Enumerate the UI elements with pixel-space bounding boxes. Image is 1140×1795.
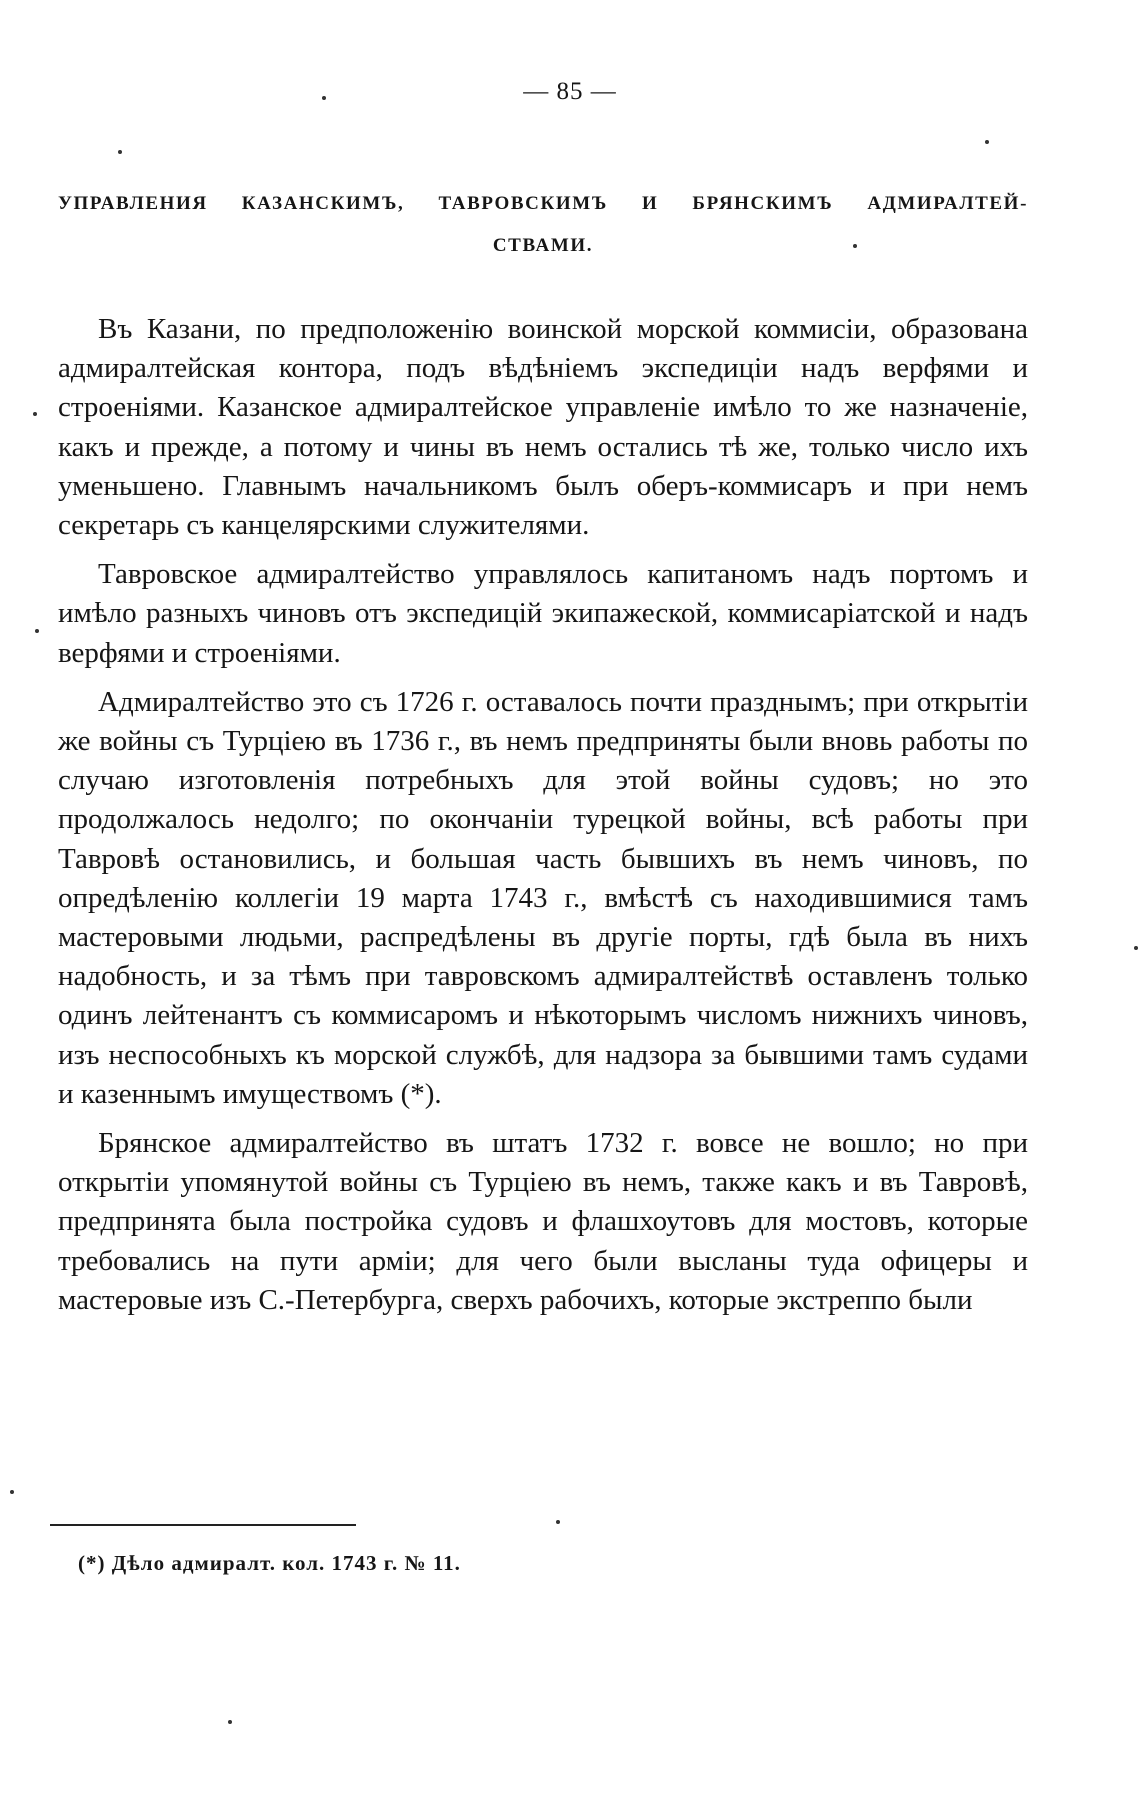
paragraph-tavrov-admiralty: Тавровское адмиралтейство управлялось капитаномъ надъ портомъ и имѣло разныхъ чиновъ отъ экспедицій экипажеской, коммисаріатской и надъ верфями и строеніями. [58,558,1028,669]
section-heading [58,183,1028,267]
paragraph-tavrov-history: Адмиралтейство это съ 1726 г. оставалось почти празднымъ; при открытіи же войны съ Турціею въ 1736 г., въ немъ предприняты были вновь работы по случаю изготовленія потребныхъ для этой войны судовъ; но это продолжалось недолго; по окончаніи турецкой войны, всѣ работы при Тавровѣ остановились, и большая часть бывшихъ въ немъ чиновъ, по опредѣленію коллегіи 19 марта 1743 г., вмѣстѣ съ находившимися тамъ мастеровыми людьми, распредѣлены въ другіе порты, гдѣ была въ нихъ надобность, и за тѣмъ при тавровскомъ адмиралтействѣ оставленъ только одинъ лейтенантъ съ коммисаромъ и нѣкоторымъ числомъ нижнихъ чиновъ, изъ неспособныхъ къ морской службѣ, для надзора за бывшими тамъ судами и казеннымъ имуществомъ (*). [58,685,1028,1110]
body-text [58,310,1028,1330]
scan-speck [556,1520,560,1524]
scan-speck [322,96,326,100]
paragraph-bryansk: Брянское адмиралтейство въ штатъ 1732 г. вовсе не вошло; но при открытіи упомянутой войны съ Турціею въ немъ, также какъ и въ Тавровѣ, предпринята была постройка судовъ и флашхоутовъ для мостовъ, которые требовались на пути арміи; для чего были высланы туда офицеры и мастеровые изъ С.-Петербурга, сверхъ рабочихъ, которые экстреппо были [58,1127,1028,1316]
heading-line-2: СТВАМИ. [492,235,594,256]
scan-speck [33,412,37,416]
scan-speck [853,244,857,248]
footnote: (*) Дѣло адмиралт. кол. 1743 г. № 11. [78,1551,461,1575]
paragraph-kazan: Въ Казани, по предположенію воинской морской коммисіи, образована адмиралтейская контора, подъ вѣдѣніемъ экспедиціи надъ верфями и строеніями. Казанское адмиралтейское управленіе имѣло то же назначеніе, какъ и прежде, а потому и чины въ немъ остались тѣ же, только число ихъ уменьшено. Главнымъ начальникомъ былъ оберъ-коммисаръ и при немъ секретарь съ канцелярскими служителями. [58,313,1028,542]
scan-speck [10,1490,14,1494]
scan-speck [1134,946,1138,950]
scan-speck [118,150,122,154]
heading-line-1: УПРАВЛЕНИЯ КАЗАНСКИМЪ, ТАВРОВСКИМЪ И БРЯНСКИМЪ АДМИРАЛТЕЙ- [58,193,1028,214]
page-number: — 85 — [523,78,617,105]
scan-speck [985,140,989,144]
scan-speck [35,629,39,633]
footnote-rule [50,1524,356,1526]
scan-speck [228,1720,232,1724]
